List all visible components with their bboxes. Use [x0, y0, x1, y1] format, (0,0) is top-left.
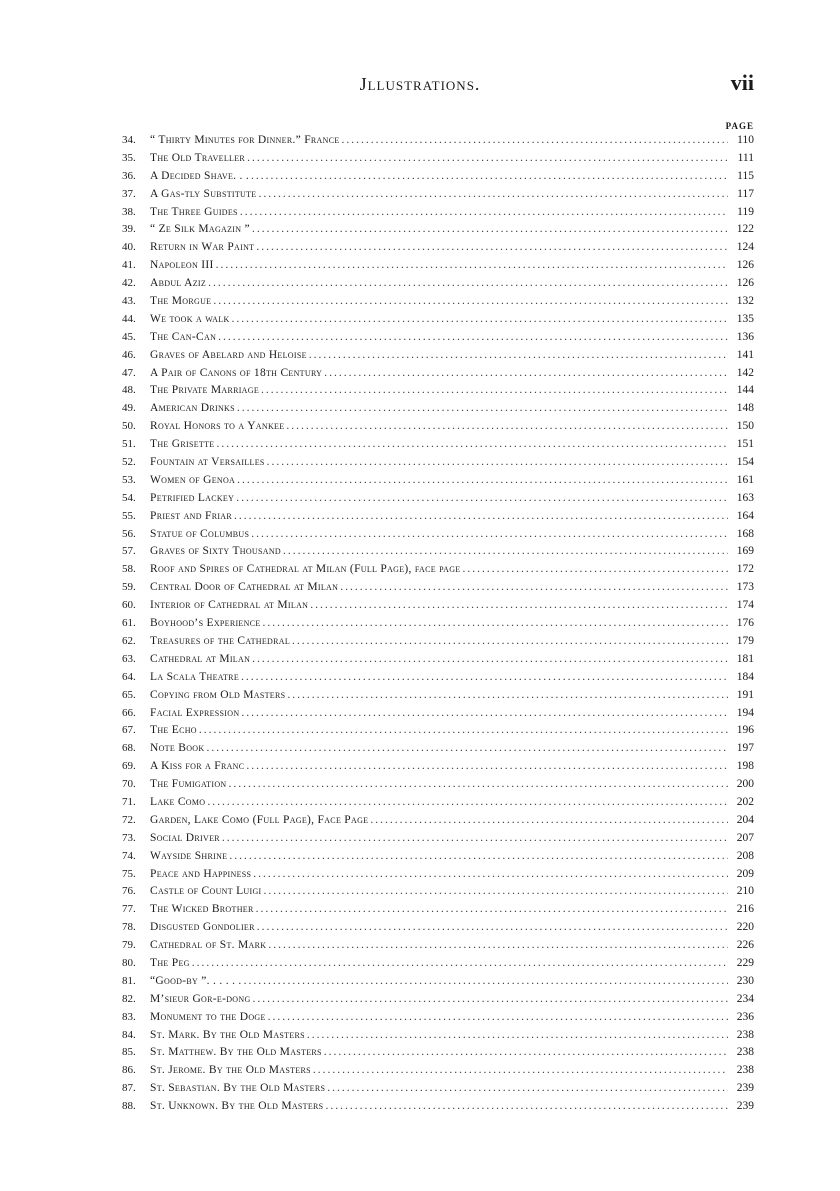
entry-page: 150	[736, 420, 754, 433]
entry-page: 144	[736, 384, 754, 397]
dot-leader	[310, 599, 728, 611]
dot-leader	[218, 331, 728, 343]
list-item	[122, 653, 754, 671]
entry-title: The Echo	[150, 724, 197, 737]
entry-title: The Old Traveller	[150, 151, 246, 164]
list-item	[122, 850, 754, 868]
dot-leader	[342, 134, 728, 146]
entry-title: Peace and Happiness	[150, 867, 252, 880]
entry-page: 141	[736, 348, 754, 361]
entry-title: Interior of Cathedral at Milan	[150, 599, 309, 612]
list-item	[122, 563, 754, 581]
entry-title: Priest and Friar	[150, 509, 233, 522]
entry-number: 42.	[122, 277, 136, 290]
entry-number: 61.	[122, 617, 136, 630]
entry-title: Cathedral of St. Mark	[150, 939, 267, 952]
entry-page: 176	[736, 617, 754, 630]
list-item	[122, 170, 754, 188]
entry-title: Fountain at Versailles	[150, 456, 265, 469]
list-item	[122, 1064, 754, 1082]
dot-leader	[229, 850, 728, 862]
entry-number: 36.	[122, 169, 136, 182]
entry-page: 148	[736, 402, 754, 415]
dot-leader	[253, 993, 728, 1005]
list-item	[122, 259, 754, 277]
list-item	[122, 277, 754, 295]
dot-leader	[264, 885, 728, 897]
entry-page: 202	[736, 795, 754, 808]
entry-number: 79.	[122, 939, 136, 952]
entry-title: The Can-Can	[150, 330, 217, 343]
dot-leader	[216, 438, 728, 450]
entry-page: 238	[736, 1028, 754, 1041]
list-item	[122, 1011, 754, 1029]
entry-title: Social Driver	[150, 831, 220, 844]
list-item	[122, 885, 754, 903]
entry-number: 77.	[122, 903, 136, 916]
entry-number: 87.	[122, 1082, 136, 1095]
entry-title: The Wicked Brother	[150, 903, 254, 916]
entry-title: Boyhood’s Experience	[150, 617, 261, 630]
entry-title: Lake Como	[150, 795, 206, 808]
list-item	[122, 796, 754, 814]
entry-number: 55.	[122, 509, 136, 522]
list-item	[122, 742, 754, 760]
list-item	[122, 456, 754, 474]
entry-title: We took a walk	[150, 312, 230, 325]
entry-title: St. Matthew. By the Old Masters	[150, 1046, 322, 1059]
list-item	[122, 367, 754, 385]
entry-number: 75.	[122, 867, 136, 880]
entry-page: 168	[736, 527, 754, 540]
entry-number: 63.	[122, 652, 136, 665]
entry-page: 236	[736, 1010, 754, 1023]
entry-number: 45.	[122, 330, 136, 343]
entry-number: 78.	[122, 921, 136, 934]
list-item	[122, 474, 754, 492]
entry-page: 117	[737, 187, 754, 200]
dot-leader	[252, 223, 728, 235]
entry-title: Petrified Lackey	[150, 491, 235, 504]
entry-title: Napoleon III	[150, 259, 214, 272]
entry-title: Castle of Count Luigi	[150, 885, 262, 898]
entry-title: American Drinks	[150, 402, 235, 415]
list-item	[122, 331, 754, 349]
entry-number: 85.	[122, 1046, 136, 1059]
dot-leader	[234, 510, 728, 522]
dot-leader	[463, 563, 729, 575]
entry-page: 181	[736, 652, 754, 665]
entry-page: 198	[736, 760, 754, 773]
entry-title: Copying from Old Masters	[150, 688, 286, 701]
entry-title: A Pair of Canons of 18th Century	[150, 366, 323, 379]
dot-leader	[213, 295, 728, 307]
entry-page: 209	[736, 867, 754, 880]
entry-title: Central Door of Cathedral at Milan	[150, 581, 339, 594]
dot-leader	[199, 724, 728, 736]
entry-page: 172	[736, 563, 754, 576]
dot-leader	[240, 206, 728, 218]
list-item	[122, 384, 754, 402]
dot-leader	[241, 671, 728, 683]
list-item	[122, 581, 754, 599]
dot-leader	[222, 832, 728, 844]
entry-number: 70.	[122, 778, 136, 791]
entry-page: 119	[737, 205, 754, 218]
entry-page: 234	[736, 992, 754, 1005]
dot-leader	[283, 545, 728, 557]
entry-number: 35.	[122, 151, 136, 164]
entry-title: A Decided Shave. . .	[150, 169, 250, 182]
entry-title: Disgusted Gondolier	[150, 921, 255, 934]
dot-leader	[246, 760, 728, 772]
list-item	[122, 223, 754, 241]
dot-leader	[253, 868, 728, 880]
dot-leader	[261, 384, 728, 396]
entry-title: Note Book	[150, 742, 205, 755]
list-item	[122, 939, 754, 957]
entry-number: 48.	[122, 384, 136, 397]
dot-leader	[244, 975, 728, 987]
entry-page: 126	[736, 259, 754, 272]
entry-title: La Scala Theatre	[150, 670, 240, 683]
list-item	[122, 402, 754, 420]
entry-number: 86.	[122, 1064, 136, 1077]
entry-title: Cathedral at Milan	[150, 652, 251, 665]
dot-leader	[340, 581, 728, 593]
entry-number: 71.	[122, 795, 136, 808]
entry-number: 81.	[122, 974, 136, 987]
entry-number: 76.	[122, 885, 136, 898]
entry-title: Roof and Spires of Cathedral at Milan (Full Page), face page	[150, 563, 461, 576]
dot-leader	[206, 742, 728, 754]
entry-title: St. Jerome. By the Old Masters	[150, 1064, 311, 1077]
entry-title: M’sieur Gor-e-dong	[150, 992, 251, 1005]
illustrations-list	[122, 134, 754, 1118]
dot-leader	[207, 796, 728, 808]
list-item	[122, 832, 754, 850]
dot-leader	[313, 1064, 728, 1076]
entry-page: 230	[736, 974, 754, 987]
dot-leader	[286, 420, 728, 432]
entry-number: 59.	[122, 581, 136, 594]
list-item	[122, 617, 754, 635]
entry-page: 226	[736, 939, 754, 952]
list-item	[122, 206, 754, 224]
entry-page: 111	[737, 151, 754, 164]
entry-title: “ Ze Silk Magazin ”	[150, 223, 250, 236]
entry-number: 50.	[122, 420, 136, 433]
dot-leader	[325, 1100, 728, 1112]
entry-page: 132	[736, 295, 754, 308]
list-item	[122, 957, 754, 975]
entry-title: The Fumigation	[150, 778, 227, 791]
entry-page: 122	[736, 223, 754, 236]
entry-page: 135	[736, 312, 754, 325]
entry-title: Facial Expression	[150, 706, 240, 719]
entry-number: 40.	[122, 241, 136, 254]
entry-number: 72.	[122, 813, 136, 826]
entry-title: Abdul Aziz	[150, 277, 207, 290]
list-item	[122, 1046, 754, 1064]
entry-title: Graves of Abelard and Heloise	[150, 348, 307, 361]
entry-page: 238	[736, 1046, 754, 1059]
entry-number: 44.	[122, 312, 136, 325]
dot-leader	[257, 921, 728, 933]
entry-number: 41.	[122, 259, 136, 272]
page-number: vii	[730, 70, 754, 95]
entry-title: Return in War Paint	[150, 241, 255, 254]
dot-leader	[208, 277, 728, 289]
entry-number: 64.	[122, 670, 136, 683]
page-column-label: PAGE	[725, 121, 754, 131]
entry-page: 124	[736, 241, 754, 254]
entry-page: 216	[736, 903, 754, 916]
list-item	[122, 903, 754, 921]
list-item	[122, 188, 754, 206]
entry-number: 46.	[122, 348, 136, 361]
entry-page: 238	[736, 1064, 754, 1077]
dot-leader	[241, 707, 728, 719]
entry-number: 73.	[122, 831, 136, 844]
entry-page: 191	[736, 688, 754, 701]
entry-page: 179	[736, 634, 754, 647]
list-item	[122, 438, 754, 456]
entry-title: The Peg	[150, 956, 190, 969]
entry-title: Wayside Shrine	[150, 849, 228, 862]
entry-number: 54.	[122, 491, 136, 504]
entry-number: 56.	[122, 527, 136, 540]
entry-page: 208	[736, 849, 754, 862]
entry-page: 196	[736, 724, 754, 737]
entry-page: 220	[736, 921, 754, 934]
dot-leader	[236, 492, 728, 504]
dot-leader	[216, 259, 728, 271]
entry-title: Graves of Sixty Thousand	[150, 545, 281, 558]
dot-leader	[247, 152, 728, 164]
list-item	[122, 545, 754, 563]
entry-page: 184	[736, 670, 754, 683]
entry-page: 136	[736, 330, 754, 343]
dot-leader	[229, 778, 729, 790]
list-item	[122, 671, 754, 689]
list-item	[122, 778, 754, 796]
list-item	[122, 760, 754, 778]
entry-title: A Gas-tly Substitute	[150, 187, 257, 200]
page-title: Jllustrations.	[359, 74, 481, 94]
entry-title: Statue of Columbus	[150, 527, 250, 540]
list-item	[122, 420, 754, 438]
dot-leader	[232, 313, 728, 325]
list-item	[122, 492, 754, 510]
list-item	[122, 152, 754, 170]
entry-number: 80.	[122, 956, 136, 969]
entry-title: St. Unknown. By the Old Masters	[150, 1100, 324, 1113]
entry-page: 169	[736, 545, 754, 558]
entry-title: The Morgue	[150, 295, 212, 308]
list-item	[122, 635, 754, 653]
list-item	[122, 528, 754, 546]
list-item	[122, 1029, 754, 1047]
list-item	[122, 599, 754, 617]
list-item	[122, 313, 754, 331]
entry-number: 38.	[122, 205, 136, 218]
entry-page: 239	[736, 1100, 754, 1113]
entry-number: 60.	[122, 599, 136, 612]
entry-page: 142	[736, 366, 754, 379]
dot-leader	[237, 402, 728, 414]
entry-title: “Good-by ”. . . . . .	[150, 974, 242, 987]
entry-number: 62.	[122, 634, 136, 647]
entry-number: 82.	[122, 992, 136, 1005]
dot-leader	[252, 653, 728, 665]
entry-title: The Grisette	[150, 438, 215, 451]
entry-number: 34.	[122, 134, 136, 146]
entry-number: 68.	[122, 742, 136, 755]
entry-number: 74.	[122, 849, 136, 862]
entry-number: 53.	[122, 473, 136, 486]
entry-title: The Three Guides	[150, 205, 238, 218]
entry-page: 200	[736, 778, 754, 791]
dot-leader	[324, 1046, 728, 1058]
entry-page: 115	[737, 169, 754, 182]
dot-leader	[287, 689, 728, 701]
dot-leader	[256, 903, 728, 915]
list-item	[122, 993, 754, 1011]
list-item	[122, 707, 754, 725]
dot-leader	[292, 635, 728, 647]
list-item	[122, 921, 754, 939]
dot-leader	[256, 241, 728, 253]
dot-leader	[268, 1011, 728, 1023]
entry-title: The Private Marriage	[150, 384, 260, 397]
entry-number: 51.	[122, 438, 136, 451]
dot-leader	[258, 188, 728, 200]
entry-page: 207	[736, 831, 754, 844]
dot-leader	[370, 814, 728, 826]
entry-number: 57.	[122, 545, 136, 558]
entry-page: 229	[736, 956, 754, 969]
entry-title: Royal Honors to a Yankee	[150, 420, 285, 433]
list-item	[122, 241, 754, 259]
entry-title: A Kiss for a Franc	[150, 760, 245, 773]
entry-number: 37.	[122, 187, 136, 200]
list-item	[122, 975, 754, 993]
dot-leader	[267, 456, 728, 468]
entry-page: 204	[736, 813, 754, 826]
entry-title: St. Mark. By the Old Masters	[150, 1028, 305, 1041]
dot-leader	[251, 528, 728, 540]
list-item	[122, 814, 754, 832]
entry-page: 161	[736, 473, 754, 486]
entry-title: Treasures of the Cathedral	[150, 634, 291, 647]
entry-number: 88.	[122, 1100, 136, 1113]
entry-page: 126	[736, 277, 754, 290]
list-item	[122, 295, 754, 313]
dot-leader	[324, 367, 728, 379]
dot-leader	[327, 1082, 728, 1094]
entry-number: 83.	[122, 1010, 136, 1023]
entry-number: 84.	[122, 1028, 136, 1041]
entry-title: St. Sebastian. By the Old Masters	[150, 1082, 326, 1095]
entry-number: 52.	[122, 456, 136, 469]
dot-leader	[309, 349, 728, 361]
entry-page: 110	[737, 134, 754, 146]
entry-page: 163	[736, 491, 754, 504]
list-item	[122, 868, 754, 886]
entry-page: 173	[736, 581, 754, 594]
entry-number: 58.	[122, 563, 136, 576]
list-item	[122, 724, 754, 742]
dot-leader	[307, 1029, 728, 1041]
entry-number: 39.	[122, 223, 136, 236]
entry-page: 164	[736, 509, 754, 522]
entry-page: 239	[736, 1082, 754, 1095]
entry-number: 47.	[122, 366, 136, 379]
entry-page: 154	[736, 456, 754, 469]
entry-page: 210	[736, 885, 754, 898]
list-item	[122, 1082, 754, 1100]
entry-page: 174	[736, 599, 754, 612]
entry-number: 66.	[122, 706, 136, 719]
entry-title: Women of Genoa	[150, 473, 236, 486]
list-item	[122, 349, 754, 367]
dot-leader	[263, 617, 728, 629]
list-item	[122, 689, 754, 707]
list-item	[122, 510, 754, 528]
dot-leader	[268, 939, 728, 951]
entry-number: 69.	[122, 760, 136, 773]
entry-number: 49.	[122, 402, 136, 415]
entry-number: 65.	[122, 688, 136, 701]
dot-leader	[251, 170, 728, 182]
entry-page: 151	[736, 438, 754, 451]
entry-title: Monument to the Doge	[150, 1010, 266, 1023]
list-item	[122, 1100, 754, 1118]
dot-leader	[237, 474, 728, 486]
entry-page: 194	[736, 706, 754, 719]
dot-leader	[192, 957, 728, 969]
entry-title: “ Thirty Minutes for Dinner.” France	[150, 134, 340, 146]
list-item	[122, 134, 754, 152]
entry-number: 43.	[122, 295, 136, 308]
entry-number: 67.	[122, 724, 136, 737]
entry-title: Garden, Lake Como (Full Page), Face Page	[150, 813, 369, 826]
entry-page: 197	[736, 742, 754, 755]
